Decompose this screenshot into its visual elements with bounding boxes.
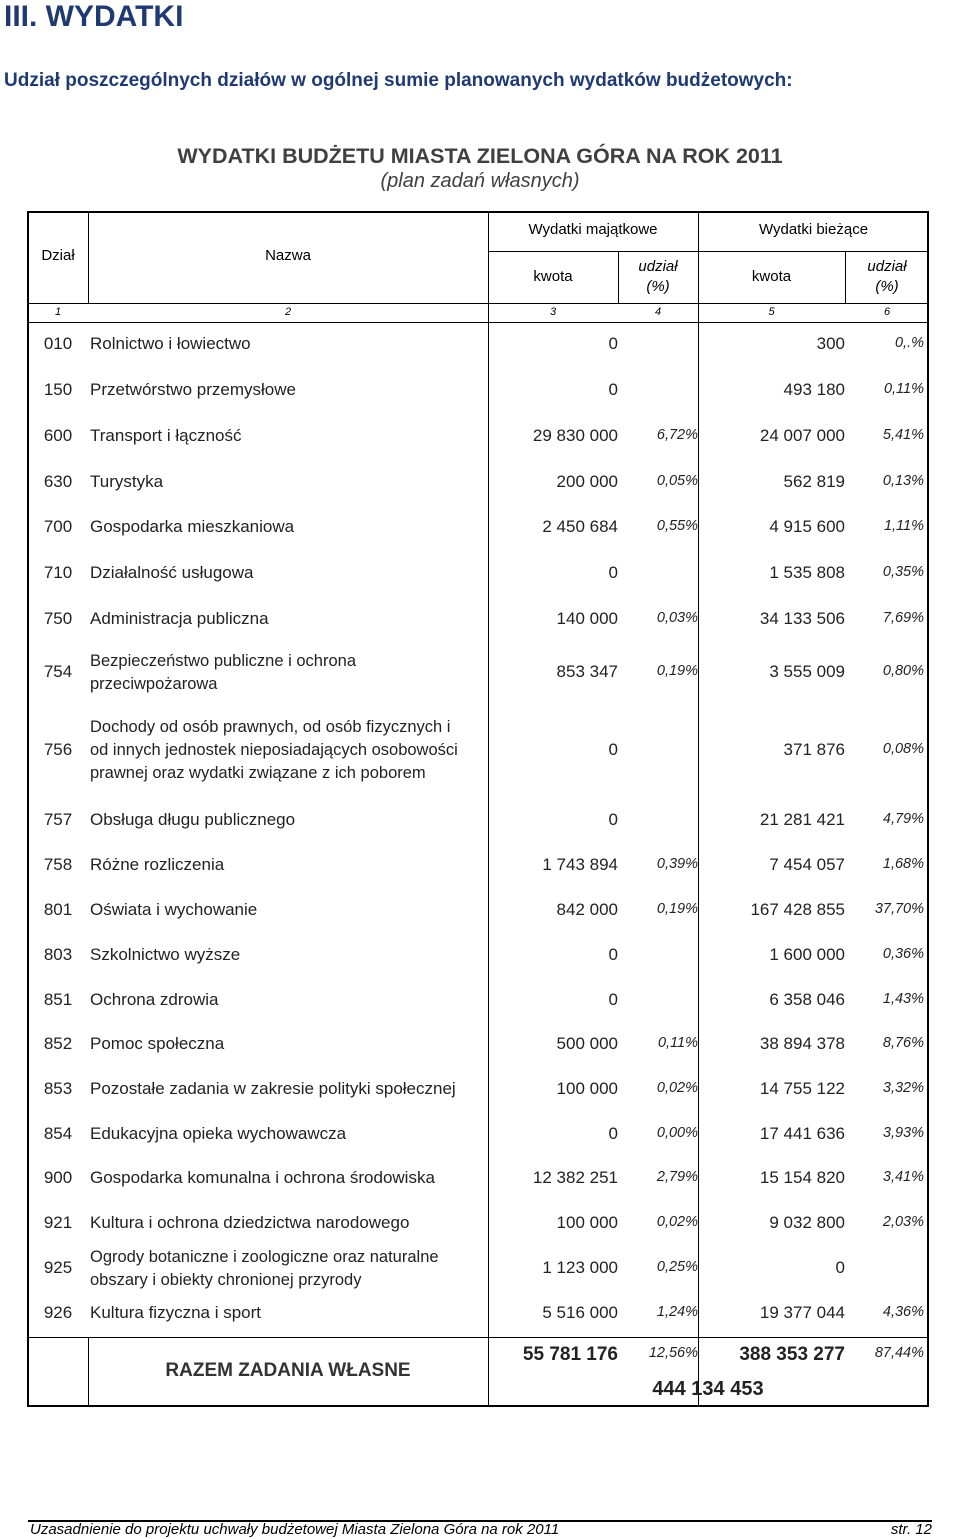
row-dzial-code: 803 (43, 944, 73, 964)
row-dzial-code: 700 (43, 517, 73, 536)
row-biezace-udzial: 3,41% (882, 1169, 924, 1185)
row-nazwa: Przetwórstwo przemysłowe (90, 380, 296, 399)
column-number: 1 (54, 306, 62, 318)
page-number: str. 12 (890, 1521, 932, 1538)
row-biezace-kwota: 14 755 122 (759, 1078, 845, 1098)
row-nazwa: Pozostałe zadania w zakresie polityki społecznej (90, 1078, 456, 1098)
row-dzial-code: 756 (43, 739, 73, 759)
header-udzial-majatkowe: udział (638, 258, 678, 275)
row-biezace-udzial: 1,11% (883, 518, 924, 534)
row-majatkowe-kwota: 842 000 (556, 899, 618, 919)
row-majatkowe-kwota: 853 347 (556, 661, 618, 681)
row-dzial-code: 757 (43, 809, 73, 829)
row-majatkowe-udzial: 0,05% (656, 472, 698, 489)
row-biezace-udzial: 1,68% (882, 855, 924, 872)
row-biezace-kwota: 24 007 000 (759, 426, 845, 445)
row-majatkowe-udzial: 0,00% (656, 1124, 698, 1141)
row-nazwa: Transport i łączność (90, 426, 242, 445)
row-nazwa: Administracja publiczna (90, 608, 269, 628)
header-nazwa: Nazwa (265, 247, 311, 264)
row-nazwa-line: prawnej oraz wydatki związane z ich poborem (90, 764, 426, 782)
row-majatkowe-udzial: 2,79% (656, 1169, 698, 1185)
row-biezace-kwota: 17 441 636 (759, 1123, 845, 1143)
row-biezace-udzial: 8,76% (882, 1035, 924, 1051)
row-majatkowe-kwota: 0 (608, 1123, 618, 1143)
total-label: RAZEM ZADANIA WŁASNE (165, 1360, 411, 1381)
header-percent-biezace: (%) (875, 278, 899, 295)
document-subtitle: (plan zadań własnych) (380, 170, 580, 192)
row-dzial-code: 630 (43, 471, 73, 491)
row-majatkowe-udzial: 6,72% (656, 427, 698, 443)
total-majatkowe-udzial: 12,56% (648, 1345, 698, 1361)
row-dzial-code: 921 (43, 1212, 73, 1232)
row-biezace-udzial: 5,41% (882, 427, 924, 443)
column-number: 4 (654, 306, 662, 318)
row-majatkowe-udzial: 0,03% (656, 609, 698, 626)
row-dzial-code: 801 (43, 899, 73, 919)
row-majatkowe-udzial: 0,25% (656, 1258, 698, 1275)
row-nazwa: Szkolnictwo wyższe (90, 944, 241, 964)
row-biezace-kwota: 493 180 (783, 380, 845, 399)
column-number: 6 (883, 306, 891, 318)
row-dzial-code: 710 (43, 563, 73, 582)
row-majatkowe-udzial: 1,24% (656, 1304, 698, 1320)
header-dzial: Dział (41, 247, 75, 264)
row-nazwa: Kultura fizyczna i sport (90, 1303, 262, 1322)
row-dzial-code: 852 (43, 1034, 73, 1053)
row-dzial-code: 851 (43, 989, 73, 1009)
row-majatkowe-kwota: 0 (608, 989, 618, 1009)
row-majatkowe-kwota: 0 (608, 944, 618, 964)
row-majatkowe-kwota: 500 000 (556, 1034, 618, 1053)
row-majatkowe-kwota: 0 (608, 380, 618, 399)
row-majatkowe-kwota: 100 000 (556, 1078, 618, 1098)
row-biezace-kwota: 1 535 808 (769, 563, 845, 582)
row-majatkowe-kwota: 200 000 (556, 471, 618, 491)
row-dzial-code: 853 (43, 1078, 73, 1098)
row-biezace-kwota: 34 133 506 (759, 608, 845, 628)
row-majatkowe-kwota: 0 (608, 739, 618, 759)
row-dzial-code: 854 (43, 1123, 73, 1143)
document-title: WYDATKI BUDŻETU MIASTA ZIELONA GÓRA NA ROK 2011 (177, 144, 783, 168)
grid-line (27, 322, 929, 323)
row-majatkowe-udzial: 0,19% (656, 662, 698, 679)
row-biezace-kwota: 4 915 600 (769, 517, 845, 536)
row-biezace-udzial: 3,93% (882, 1124, 924, 1141)
row-majatkowe-kwota: 2 450 684 (542, 517, 618, 536)
header-kwota-majatkowe: kwota (533, 268, 573, 285)
row-nazwa-line: Bezpieczeństwo publiczne i ochrona (90, 651, 356, 670)
row-dzial-code: 150 (43, 380, 73, 399)
column-number: 2 (284, 306, 292, 318)
row-nazwa: Turystyka (90, 471, 164, 491)
row-nazwa-line: od innych jednostek nieposiadających osobowości (90, 741, 458, 759)
row-biezace-kwota: 167 428 855 (750, 899, 845, 919)
row-biezace-kwota: 38 894 378 (759, 1034, 845, 1053)
header-wydatki-biezace: Wydatki bieżące (758, 221, 869, 238)
row-biezace-kwota: 0 (835, 1257, 845, 1277)
row-dzial-code: 926 (43, 1303, 73, 1322)
row-nazwa: Pomoc społeczna (90, 1034, 225, 1053)
row-majatkowe-kwota: 100 000 (556, 1212, 618, 1232)
row-majatkowe-udzial: 0,11% (657, 1035, 698, 1051)
row-dzial-code: 750 (43, 608, 73, 628)
row-nazwa: Obsługa długu publicznego (90, 809, 296, 829)
row-nazwa: Oświata i wychowanie (90, 899, 258, 919)
row-majatkowe-kwota: 1 123 000 (542, 1257, 618, 1277)
section-subtitle: Udział poszczególnych działów w ogólnej sumie planowanych wydatków budżetowych: (4, 70, 793, 91)
column-number: 3 (549, 306, 557, 318)
row-dzial-code: 925 (43, 1257, 73, 1277)
row-biezace-kwota: 9 032 800 (769, 1212, 845, 1232)
row-biezace-udzial: 0,08% (882, 740, 924, 757)
row-nazwa: Rolnictwo i łowiectwo (90, 334, 251, 353)
row-biezace-kwota: 7 454 057 (769, 854, 845, 874)
row-nazwa-line: obszary i obiekty chronionej przyrody (90, 1270, 362, 1289)
row-majatkowe-udzial: 0,19% (656, 900, 698, 917)
total-biezace-udzial: 87,44% (874, 1345, 924, 1361)
row-majatkowe-udzial: 0,55% (656, 518, 698, 534)
row-biezace-kwota: 19 377 044 (759, 1303, 845, 1322)
header-percent-majatkowe: (%) (646, 278, 670, 295)
footer-text: Uzasadnienie do projektu uchwały budżetowej Miasta Zielona Góra na rok 2011 (30, 1521, 560, 1538)
row-dzial-code: 600 (43, 426, 73, 445)
row-majatkowe-udzial: 0,02% (656, 1213, 698, 1230)
total-majatkowe-kwota: 55 781 176 (522, 1344, 618, 1365)
row-biezace-udzial: 2,03% (882, 1213, 924, 1230)
row-majatkowe-kwota: 0 (608, 563, 618, 582)
row-biezace-kwota: 3 555 009 (769, 661, 845, 681)
header-udzial-biezace: udział (867, 258, 907, 275)
section-title: III. WYDATKI (4, 0, 184, 33)
grid-line (488, 251, 929, 252)
row-biezace-udzial: 1,43% (882, 990, 924, 1007)
grid-line (27, 1337, 929, 1338)
row-biezace-udzial: 7,69% (882, 609, 924, 626)
row-nazwa-line: Dochody od osób prawnych, od osób fizycznych i (90, 718, 451, 736)
row-biezace-udzial: 0,.% (894, 335, 924, 351)
grid-line (27, 303, 929, 304)
row-biezace-udzial: 4,79% (882, 810, 924, 827)
row-nazwa-line: Ogrody botaniczne i zoologiczne oraz naturalne (90, 1247, 439, 1266)
column-number: 5 (768, 306, 775, 318)
row-biezace-udzial: 0,36% (882, 945, 924, 962)
row-dzial-code: 900 (43, 1168, 73, 1187)
row-dzial-code: 758 (43, 854, 73, 874)
row-nazwa-line: przeciwpożarowa (90, 674, 218, 693)
row-nazwa: Gospodarka mieszkaniowa (90, 517, 295, 536)
row-biezace-udzial: 3,32% (882, 1079, 924, 1096)
row-nazwa: Edukacyjna opieka wychowawcza (90, 1123, 347, 1143)
row-biezace-kwota: 371 876 (783, 739, 845, 759)
row-biezace-udzial: 0,13% (882, 472, 924, 489)
row-biezace-kwota: 1 600 000 (769, 944, 845, 964)
row-biezace-udzial: 4,36% (882, 1304, 924, 1320)
row-biezace-udzial: 0,35% (882, 564, 924, 580)
row-biezace-kwota: 300 (816, 334, 845, 353)
row-majatkowe-kwota: 5 516 000 (542, 1303, 618, 1322)
row-majatkowe-kwota: 140 000 (556, 608, 618, 628)
row-dzial-code: 754 (43, 661, 73, 681)
row-biezace-kwota: 562 819 (783, 471, 845, 491)
row-majatkowe-kwota: 12 382 251 (532, 1168, 618, 1187)
header-wydatki-majatkowe: Wydatki majątkowe (528, 221, 658, 238)
row-biezace-udzial: 37,70% (874, 900, 924, 917)
grand-total: 444 134 453 (652, 1378, 764, 1400)
row-majatkowe-kwota: 0 (608, 809, 618, 829)
row-nazwa: Kultura i ochrona dziedzictwa narodowego (90, 1212, 410, 1232)
row-majatkowe-udzial: 0,39% (656, 855, 698, 872)
row-biezace-udzial: 0,11% (883, 381, 924, 397)
row-biezace-kwota: 6 358 046 (769, 989, 845, 1009)
row-dzial-code: 010 (43, 334, 73, 353)
header-kwota-biezace: kwota (751, 268, 792, 285)
row-nazwa: Ochrona zdrowia (90, 989, 219, 1009)
total-biezace-kwota: 388 353 277 (739, 1344, 845, 1365)
row-nazwa: Gospodarka komunalna i ochrona środowiska (90, 1168, 435, 1187)
row-majatkowe-kwota: 1 743 894 (542, 854, 618, 874)
row-majatkowe-kwota: 0 (608, 334, 618, 353)
row-nazwa: Działalność usługowa (90, 563, 254, 582)
row-biezace-udzial: 0,80% (882, 662, 924, 679)
row-biezace-kwota: 15 154 820 (759, 1168, 845, 1187)
row-nazwa: Różne rozliczenia (90, 854, 225, 874)
row-biezace-kwota: 21 281 421 (759, 809, 845, 829)
row-majatkowe-kwota: 29 830 000 (532, 426, 618, 445)
row-majatkowe-udzial: 0,02% (656, 1079, 698, 1096)
